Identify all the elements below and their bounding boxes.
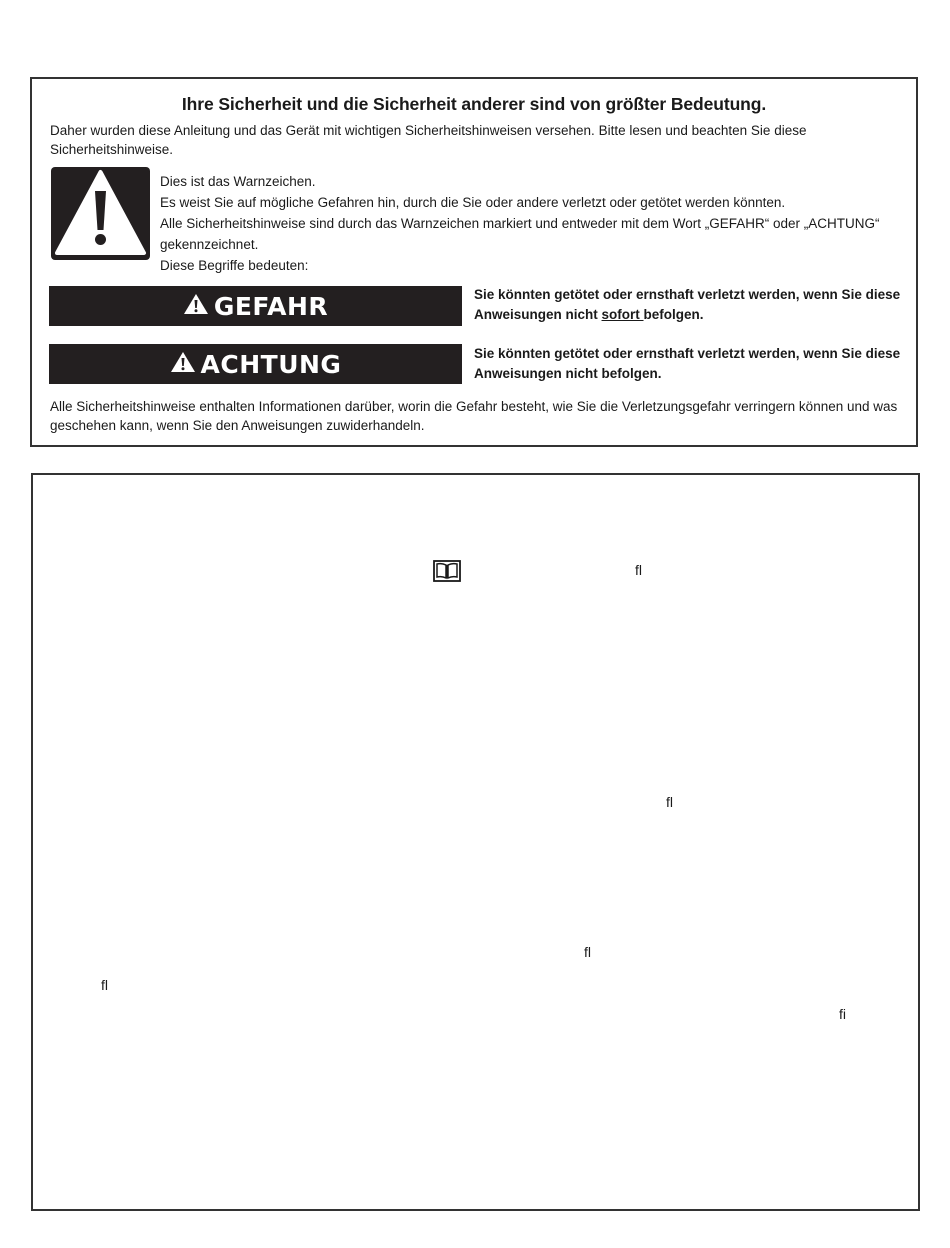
safety-footer: Alle Sicherheitshinweise enthalten Informationen darüber, worin die Gefahr besteht, wie Sie die Verletzungsgefahr verringern können und was geschehen kann, wenn Sie den Anweisungen zuwiderhandeln. — [50, 399, 898, 433]
ligature-glyph: ﬁ — [839, 1006, 846, 1022]
danger-desc-text: Sie könnten getötet oder ernsthaft verletzt werden, wenn Sie diese Anweisungen nicht — [474, 287, 901, 322]
danger-desc-end: befolgen. — [643, 307, 704, 322]
warning-triangle-icon — [170, 350, 196, 379]
danger-label: GEFAHR — [213, 291, 329, 321]
warning-triangle-icon — [51, 167, 150, 260]
ligature-glyph: ﬂ — [584, 944, 591, 960]
warning-label: ACHTUNG — [200, 349, 342, 379]
danger-desc-emphasis: sofort — [601, 307, 644, 322]
symbol-line: Dies ist das Warnzeichen. — [160, 174, 316, 189]
danger-banner — [49, 286, 462, 326]
warning-triangle-icon — [183, 292, 209, 321]
ligature-glyph: ﬂ — [635, 562, 642, 578]
ligature-glyph: ﬂ — [666, 794, 673, 810]
safety-intro: Daher wurden diese Anleitung und das Gerät mit wichtigen Sicherheitshinweisen versehen. Bitte lesen und beachten Sie diese Sicherheitshinweise. — [50, 123, 807, 157]
warning-symbol-explanation — [160, 171, 900, 276]
content-box — [31, 473, 920, 1211]
book-icon — [433, 560, 461, 587]
ligature-glyph: ﬂ — [101, 977, 108, 993]
warning-banner — [49, 344, 462, 384]
safety-title: Ihre Sicherheit und die Sicherheit anderer sind von größter Bedeutung. — [181, 94, 767, 114]
safety-notice-box — [30, 77, 918, 447]
symbol-line: Alle Sicherheitshinweise sind durch das Warnzeichen markiert und entweder mit dem Wort „GEFAHR“ oder „ACHTUNG“ gekennzeichnet. — [160, 216, 880, 252]
symbol-line: Diese Begriffe bedeuten: — [160, 258, 309, 273]
danger-description — [474, 285, 914, 325]
symbol-line: Es weist Sie auf mögliche Gefahren hin, durch die Sie oder andere verletzt oder getötet werden könnten. — [160, 195, 786, 210]
warning-description: Sie könnten getötet oder ernsthaft verletzt werden, wenn Sie diese Anweisungen nicht befolgen. — [474, 346, 901, 381]
